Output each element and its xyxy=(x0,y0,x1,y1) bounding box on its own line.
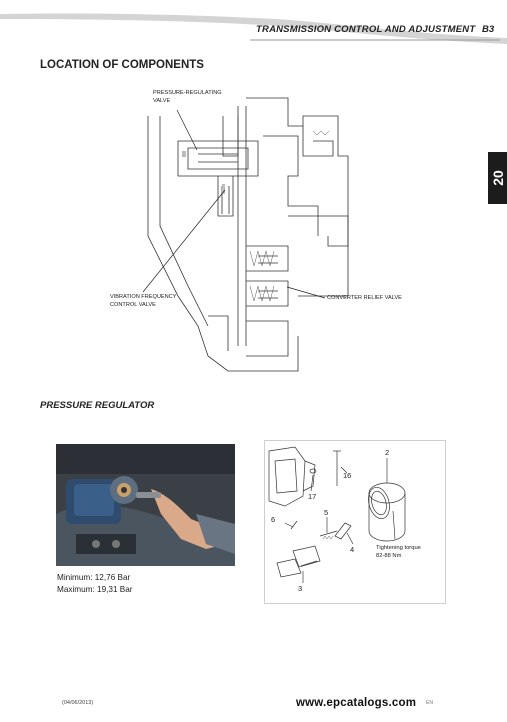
callout-vibration-line2: CONTROL VALVE xyxy=(110,301,156,308)
watermark-suffix: EN xyxy=(426,700,433,706)
chapter-tab-label: 20 xyxy=(489,170,506,186)
callout-pressure-line2: VALVE xyxy=(153,97,171,104)
part-label-17: 17 xyxy=(308,492,317,501)
torque-line2: 82-88 Nm xyxy=(376,552,402,559)
pressure-regulator-title: PRESSURE REGULATOR xyxy=(40,400,155,411)
part-label-4: 4 xyxy=(350,545,355,554)
part-label-5: 5 xyxy=(324,508,329,517)
header-code: B3 xyxy=(482,24,495,35)
callout-vibration-frequency-valve xyxy=(110,294,176,309)
pressure-regulator-photo xyxy=(56,444,235,566)
header-title: TRANSMISSION CONTROL AND ADJUSTMENT xyxy=(256,24,476,35)
footer-date: (04/06/2013) xyxy=(62,700,94,706)
minimum-pressure: Minimum: 12,76 Bar xyxy=(57,573,131,582)
section-title: LOCATION OF COMPONENTS xyxy=(40,59,204,71)
tightening-torque-note xyxy=(376,545,421,560)
part-label-3: 3 xyxy=(298,584,303,593)
maximum-pressure: Maximum: 19,31 Bar xyxy=(57,585,133,594)
part-label-6: 6 xyxy=(271,515,276,524)
callout-converter-relief-valve: CONVERTER RELIEF VALVE xyxy=(327,295,402,301)
exploded-view-diagram xyxy=(264,440,446,604)
part-label-2: 2 xyxy=(385,448,390,457)
watermark-url: www.epcatalogs.com xyxy=(296,697,417,709)
part-label-16: 16 xyxy=(343,471,352,480)
callout-vibration-line1: VIBRATION FREQUENCY xyxy=(110,294,177,300)
torque-line1: Tightening torque xyxy=(376,545,421,551)
callout-pressure-line1: PRESSURE-REGULATING xyxy=(153,90,222,96)
callout-pressure-regulating-valve xyxy=(153,90,222,105)
